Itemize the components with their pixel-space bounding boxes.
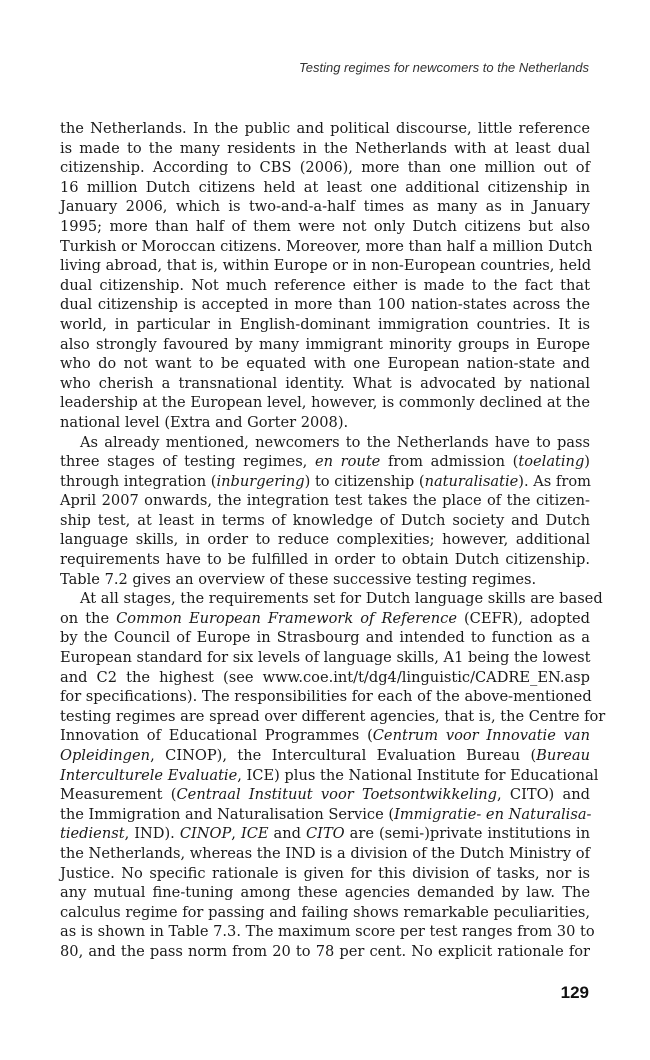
text-line: 16 million Dutch citizens held at least one additional citizenship in: [60, 178, 590, 196]
text-line: world, in particular in English-dominant immigration countries. It is: [60, 315, 590, 333]
text-line: January 2006, which is two-and-a-half times as many as in January: [60, 198, 590, 216]
text-line: 1995; more than half of them were not only Dutch citizens but also: [60, 217, 590, 235]
text-line: ship test, at least in terms of knowledge of Dutch society and Dutch: [60, 511, 590, 529]
text-line: leadership at the European level, however, is commonly declined at the: [60, 394, 590, 412]
running-header: Testing regimes for newcomers to the Netherlands: [299, 60, 589, 75]
text-line: the Immigration and Naturalisation Service (Immigratie- en Naturalisa-: [60, 805, 592, 823]
text-line: national level (Extra and Gorter 2008).: [60, 413, 349, 431]
text-line: through integration (inburgering) to citizenship (naturalisatie). As from: [60, 472, 591, 490]
text-line: the Netherlands. In the public and political discourse, little reference: [60, 120, 590, 137]
text-line: Turkish or Moroccan citizens. Moreover, more than half a million Dutch: [60, 237, 593, 255]
text-line: language skills, in order to reduce complexities; however, additional: [60, 531, 590, 549]
text-line: is made to the many residents in the Netherlands with at least dual: [60, 139, 590, 157]
text-line: three stages of testing regimes, en route from admission (toelating): [60, 453, 590, 471]
text-line: Interculturele Evaluatie, ICE) plus the National Institute for Educational: [60, 766, 599, 784]
text-line: European standard for six levels of language skills, A1 being the lowest: [60, 649, 591, 667]
text-line: Table 7.2 gives an overview of these successive testing regimes.: [60, 570, 537, 588]
text-line: the Netherlands, whereas the IND is a division of the Dutch Ministry of: [60, 844, 590, 862]
text-line: also strongly favoured by many immigrant minority groups in Europe: [60, 335, 590, 353]
text-line: calculus regime for passing and failing shows remarkable peculiarities,: [60, 903, 590, 921]
page-number: 129: [560, 983, 589, 1002]
text-line: who do not want to be equated with one European nation-state and: [60, 355, 590, 373]
text-line: for specifications). The responsibilities for each of the above-mentioned: [60, 688, 592, 706]
text-line: At all stages, the requirements set for Dutch language skills are based: [80, 590, 603, 608]
text-line: on the Common European Framework of Reference (CEFR), adopted: [60, 609, 590, 627]
body-text: [60, 119, 606, 962]
text-line: citizenship. According to CBS (2006), more than one million out of: [60, 159, 590, 177]
text-line: dual citizenship. Not much reference either is made to the fact that: [60, 276, 590, 294]
text-line: requirements have to be fulfilled in order to obtain Dutch citizenship.: [60, 551, 590, 569]
text-line: by the Council of Europe in Strasbourg and intended to function as a: [60, 629, 590, 647]
text-line: who cherish a transnational identity. What is advocated by national: [60, 374, 590, 392]
text-line: any mutual fine-tuning among these agencies demanded by law. The: [60, 884, 590, 902]
text-line: and C2 the highest (see www.coe.int/t/dg4/linguistic/CADRE_EN.asp: [60, 668, 590, 686]
text-line: 80, and the pass norm from 20 to 78 per cent. No explicit rationale for: [60, 942, 590, 960]
text-line: dual citizenship is accepted in more than 100 nation-states across the: [60, 296, 590, 314]
text-line: tiedienst, IND). CINOP, ICE and CITO are (semi-)private institutions in: [60, 825, 591, 843]
text-line: living abroad, that is, within Europe or in non-European countries, held: [60, 257, 592, 275]
text-line: Justice. No specific rationale is given for this division of tasks, nor is: [60, 864, 590, 882]
text-line: Measurement (Centraal Instituut voor Toetsontwikkeling, CITO) and: [60, 786, 590, 804]
text-line: testing regimes are spread over different agencies, that is, the Centre for: [60, 707, 606, 725]
text-line: Opleidingen, CINOP), the Intercultural Evaluation Bureau (Bureau: [60, 747, 590, 764]
text-line: Innovation of Educational Programmes (Centrum voor Innovatie van: [60, 727, 590, 745]
text-line: April 2007 onwards, the integration test takes the place of the citizen-: [60, 492, 590, 510]
text-line: as is shown in Table 7.3. The maximum score per test ranges from 30 to: [60, 923, 595, 941]
text-line: As already mentioned, newcomers to the Netherlands have to pass: [80, 433, 590, 451]
